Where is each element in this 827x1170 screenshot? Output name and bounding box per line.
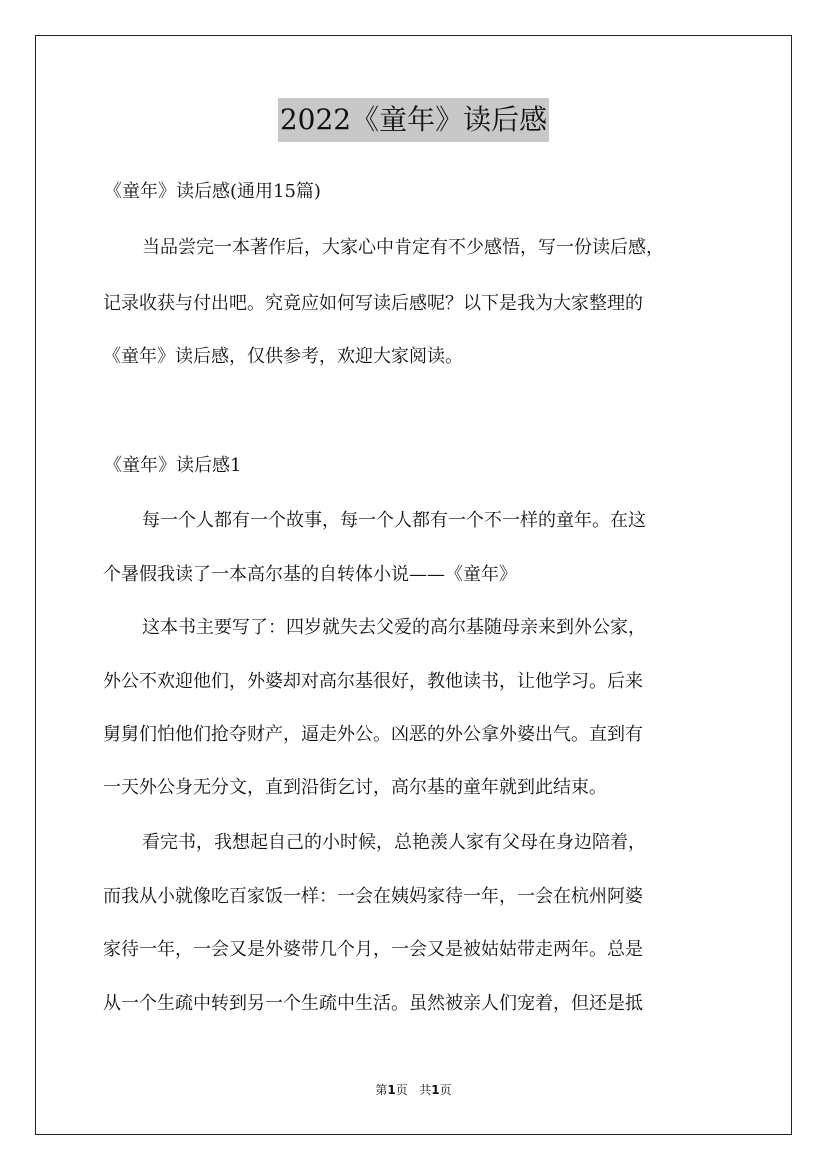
paragraph-line: 个暑假我读了一本高尔基的自转体小说——《童年》 — [103, 564, 517, 585]
document-title: 2022《童年》读后感 — [278, 98, 549, 142]
footer-page-number: 1 — [387, 1083, 396, 1097]
paragraph-line: 这本书主要写了：四岁就失去父爱的高尔基随母亲来到外公家， — [142, 617, 646, 638]
paragraph-line: 每一个人都有一个故事，每一个人都有一个不一样的童年。在这 — [142, 510, 646, 531]
paragraph-line: 外公不欢迎他们，外婆却对高尔基很好，教他读书，让他学习。后来 — [103, 671, 643, 692]
footer-page-prefix: 第 — [375, 1083, 388, 1097]
page-footer — [0, 1081, 827, 1099]
paragraph-line: 一天外公身无分文，直到沿街乞讨，高尔基的童年就到此结束。 — [103, 777, 607, 798]
section-heading: 《童年》读后感1 — [104, 455, 242, 476]
paragraph-line: 舅舅们怕他们抢夺财产，逼走外公。凶恶的外公拿外婆出气。直到有 — [103, 724, 643, 745]
title-wrap — [0, 98, 827, 142]
paragraph-line: 从一个生疏中转到另一个生疏中生活。虽然被亲人们宠着，但还是抵 — [103, 993, 643, 1014]
paragraph-line: 而我从小就像吃百家饭一样：一会在姨妈家待一年，一会在杭州阿婆 — [103, 886, 643, 907]
footer-total-suffix: 页 — [439, 1083, 452, 1097]
paragraph-line: 家待一年，一会又是外婆带几个月，一会又是被姑姑带走两年。总是 — [103, 939, 643, 960]
paragraph-line: 当品尝完一本著作后，大家心中肯定有不少感悟，写一份读后感， — [142, 237, 664, 258]
paragraph-line: 看完书，我想起自己的小时候，总艳羡人家有父母在身边陪着， — [142, 832, 646, 853]
paragraph-line: 记录收获与付出吧。究竟应如何写读后感呢？以下是我为大家整理的 — [103, 293, 643, 314]
subtitle-line: 《童年》读后感(通用15篇) — [104, 181, 321, 202]
paragraph-line: 《童年》读后感，仅供参考，欢迎大家阅读。 — [103, 346, 463, 367]
footer-page-suffix: 页 — [395, 1083, 408, 1097]
footer-total-number: 1 — [431, 1083, 440, 1097]
footer-total-prefix: 共 — [419, 1083, 432, 1097]
